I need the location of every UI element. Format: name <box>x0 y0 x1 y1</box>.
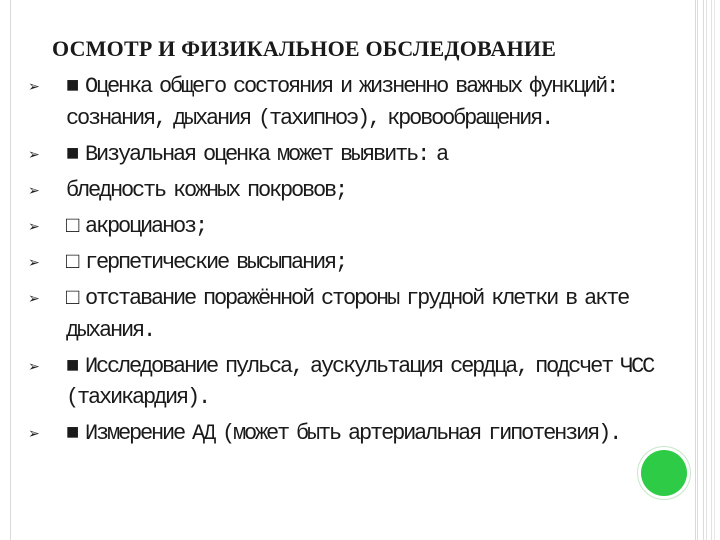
list-item-text: ■ Исследование пульса, аускультация сердца, подсчет ЧСС (тахикардия). <box>66 353 654 411</box>
list-item-text: □ акроцианоз; <box>66 213 207 239</box>
list-item <box>28 175 673 207</box>
list-item-text: ■ Оценка общего состояния и жизненно важных функций: сознания, дыхания (тахипноэ), кровообращения. <box>66 74 618 131</box>
list-item <box>28 418 673 450</box>
list-item <box>28 71 673 134</box>
list-item-text: ■ Измерение АД (может быть артериальная гипотензия). <box>66 421 621 447</box>
bullet-list <box>28 71 673 455</box>
arrowhead-bullet-icon: ➢ <box>28 146 40 163</box>
green-circle-decoration <box>641 450 687 496</box>
decorative-stripe <box>714 0 719 540</box>
list-item-text: ■ Визуальная оценка может выявить: а <box>66 141 448 167</box>
arrowhead-bullet-icon: ➢ <box>28 79 40 95</box>
list-item-text: бледность кожных покровов; <box>66 177 347 203</box>
slide-title: ОСМОТР И ФИЗИКАЛЬНОЕ ОБСЛЕДОВАНИЕ <box>52 36 557 61</box>
list-item-text: □ герпетические высыпания; <box>66 249 347 275</box>
decorative-stripe <box>706 0 712 540</box>
list-item-text: □ отставание поражённой стороны грудной клетки в акте дыхания. <box>66 286 629 343</box>
arrowhead-bullet-icon: ➢ <box>28 218 40 235</box>
arrowhead-bullet-icon: ➢ <box>28 426 40 443</box>
decorative-stripe <box>697 0 704 540</box>
list-item <box>28 283 673 346</box>
arrowhead-bullet-icon: ➢ <box>28 358 40 375</box>
list-item <box>28 247 673 279</box>
arrowhead-bullet-icon: ➢ <box>28 291 40 308</box>
arrowhead-bullet-icon: ➢ <box>28 254 40 271</box>
list-item <box>28 211 673 243</box>
list-item <box>28 139 673 171</box>
list-item <box>28 351 673 414</box>
arrowhead-bullet-icon: ➢ <box>28 182 40 199</box>
